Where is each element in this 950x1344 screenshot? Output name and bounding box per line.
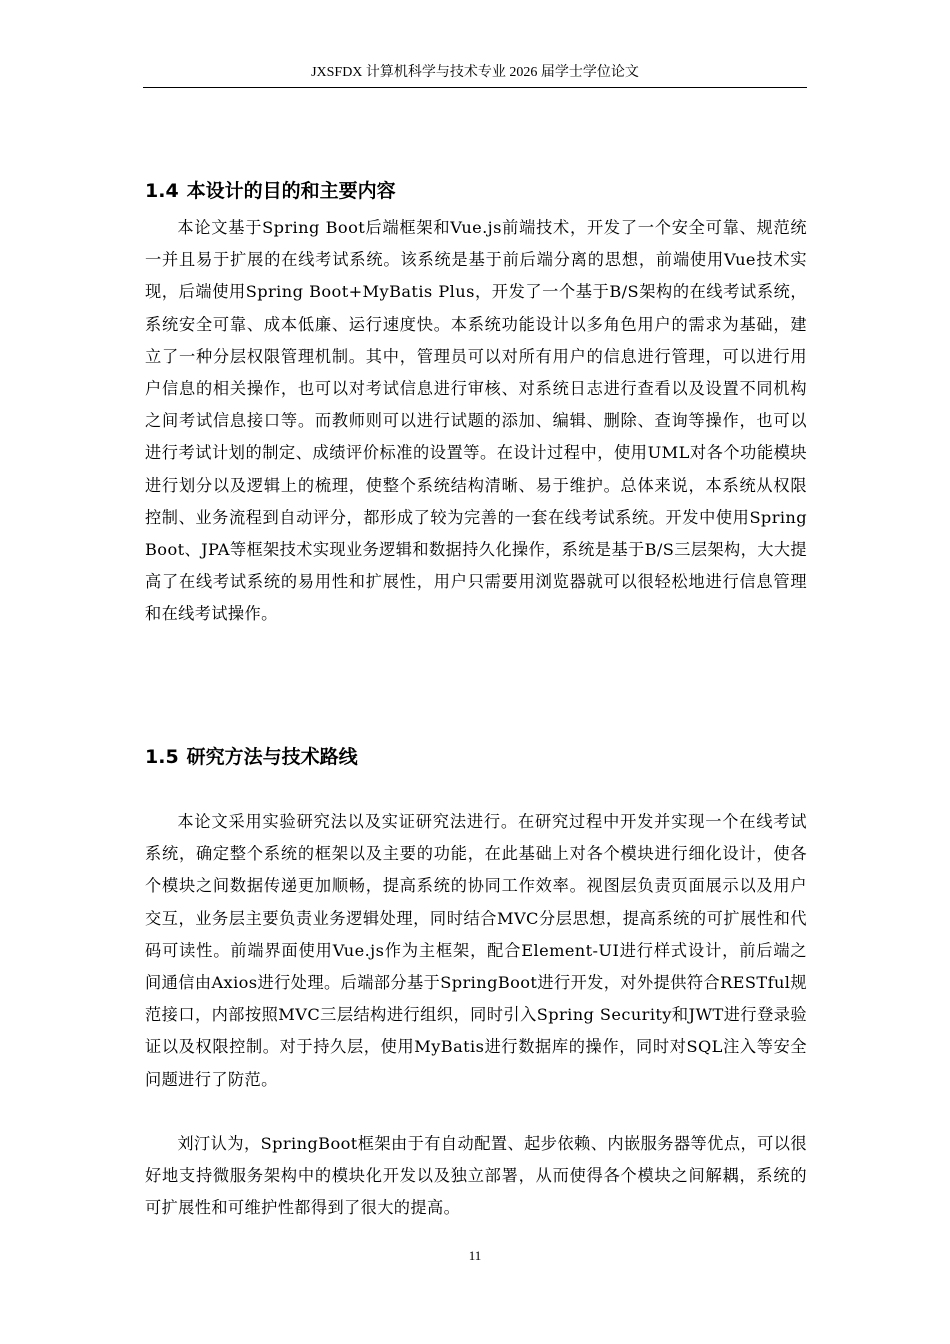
section-title: 本设计的目的和主要内容 (186, 180, 396, 202)
body-paragraph: 本论文基于Spring Boot后端框架和Vue.js前端技术，开发了一个安全可靠、规范统一并且易于扩展的在线考试系统。该系统是基于前后端分离的思想，前端使用Vue技术实现，后端使用Spring Boot+MyBatis Plus，开发了一个基于B/S架构的在线考试系统，系统安全可靠、成本低廉、运行速度快。本系统功能设计以多角色用户的需求为基础，建立了一种分层权限管理机制。其中，管理员可以对所有用户的信息进行管理，可以进行用户信息的相关操作，也可以对考试信息进行审核、对系统日志进行查看以及设置不同机构之间考试信息接口等。而教师则可以进行试题的添加、编辑、删除、查询等操作，也可以进行考试计划的制定、成绩评价标准的设置等。在设计过程中，使用UML对各个功能模块进行划分以及逻辑上的梳理，使整个系统结构清晰、易于维护。总体来说，本系统从权限控制、业务流程到自动评分，都形成了较为完善的一套在线考试系统。开发中使用Spring Boot、JPA等框架技术实现业务逻辑和数据持久化操作，系统是基于B/S三层架构，大大提高了在线考试系统的易用性和扩展性，用户只需要用浏览器就可以很轻松地进行信息管理和在线考试操作。 (145, 218, 807, 624)
section-heading-1-4 (145, 179, 396, 203)
running-header: JXSFDX 计算机科学与技术专业 2026 届学士学位论文 (311, 65, 639, 80)
body-paragraph: 刘汀认为，SpringBoot框架由于有自动配置、起步依赖、内嵌服务器等优点，可以很好地支持微服务架构中的模块化开发以及独立部署，从而使得各个模块之间解耦，系统的可扩展性和可维护性都得到了很大的提高。 (145, 1134, 807, 1218)
section-title: 研究方法与技术路线 (186, 746, 358, 768)
page-number: 11 (468, 1248, 482, 1263)
section-number: 1.5 (145, 746, 179, 768)
section-heading-1-5 (145, 745, 358, 769)
section-number: 1.4 (145, 180, 179, 202)
header-rule (143, 87, 807, 88)
body-paragraph: 本论文采用实验研究法以及实证研究法进行。在研究过程中开发并实现一个在线考试系统，确定整个系统的框架以及主要的功能，在此基础上对各个模块进行细化设计，使各个模块之间数据传递更加顺畅，提高系统的协同工作效率。视图层负责页面展示以及用户交互，业务层主要负责业务逻辑处理，同时结合MVC分层思想，提高系统的可扩展性和代码可读性。前端界面使用Vue.js作为主框架，配合Element-UI进行样式设计，前后端之间通信由Axios进行处理。后端部分基于SpringBoot进行开发，对外提供符合RESTful规范接口，内部按照MVC三层结构进行组织，同时引入Spring Security和JWT进行登录验证以及权限控制。对于持久层，使用MyBatis进行数据库的操作，同时对SQL注入等安全问题进行了防范。 (145, 812, 807, 1089)
